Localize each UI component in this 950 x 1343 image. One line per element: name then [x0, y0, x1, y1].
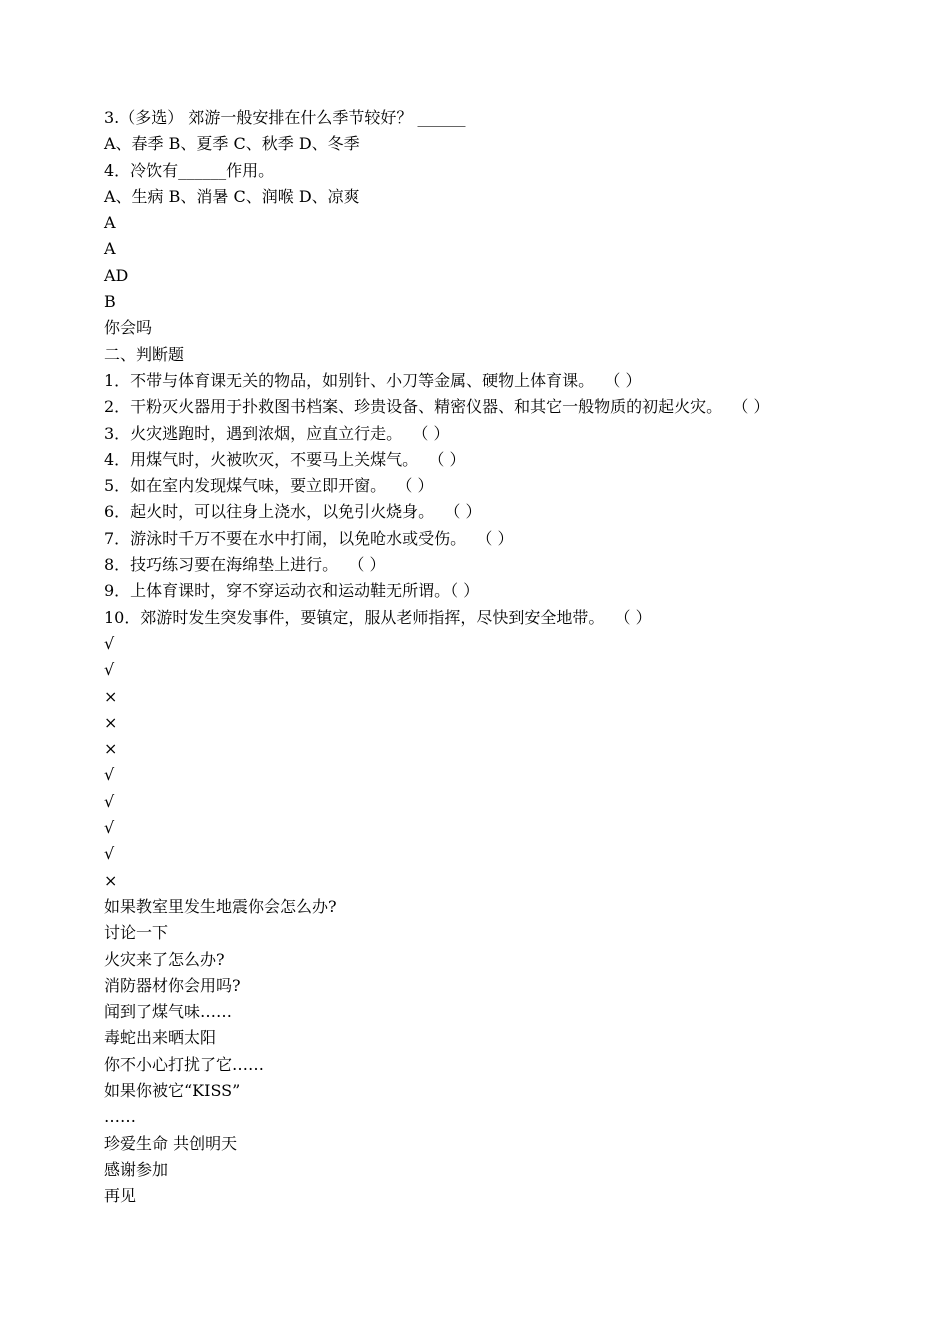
tf-answer-8: √ [104, 818, 115, 838]
tf-question-1: 1．不带与体育课无关的物品，如别针、小刀等金属、硬物上体育课。 （ ） [104, 370, 642, 390]
question-4: 4．冷饮有______作用。 [104, 160, 275, 180]
closing-line: 闻到了煤气味…… [104, 1002, 233, 1022]
tf-answer-5: × [104, 739, 118, 759]
closing-line: 消防器材你会用吗? [104, 975, 241, 995]
closing-line: 你不小心打扰了它…… [104, 1054, 265, 1074]
closing-line: …… [104, 1107, 136, 1127]
closing-line: 毒蛇出来晒太阳 [104, 1028, 217, 1048]
tf-question-6: 6．起火时，可以往身上浇水，以免引火烧身。 （ ） [104, 502, 482, 522]
closing-line: 感谢参加 [104, 1159, 169, 1179]
tf-question-3: 3．火灾逃跑时，遇到浓烟，应直立行走。 （ ） [104, 423, 450, 443]
answer-2: A [104, 239, 116, 259]
closing-line: 再见 [104, 1186, 137, 1206]
tf-answer-4: × [104, 712, 118, 732]
question-4-options: A、生病 B、消暑 C、润喉 D、凉爽 [104, 186, 360, 206]
closing-line: 如果教室里发生地震你会怎么办? [104, 896, 337, 916]
prompt-text: 你会吗 [104, 318, 153, 338]
tf-answer-10: × [104, 870, 118, 890]
tf-answer-3: × [104, 686, 118, 706]
tf-question-9: 9．上体育课时，穿不穿运动衣和运动鞋无所谓。（ ） [104, 581, 480, 601]
answer-4: B [104, 292, 116, 312]
tf-question-8: 8．技巧练习要在海绵垫上进行。 （ ） [104, 555, 386, 575]
closing-line: 讨论一下 [104, 923, 169, 943]
tf-answer-1: √ [104, 633, 115, 653]
tf-question-7: 7．游泳时千万不要在水中打闹，以免呛水或受伤。 （ ） [104, 528, 514, 548]
tf-answer-9: √ [104, 844, 115, 864]
tf-answer-7: √ [104, 791, 115, 811]
tf-answer-6: √ [104, 765, 115, 785]
tf-question-10: 10．郊游时发生突发事件，要镇定，服从老师指挥，尽快到安全地带。 （ ） [104, 607, 652, 627]
question-3: 3.（多选） 郊游一般安排在什么季节较好？ ______ [104, 108, 466, 127]
tf-answer-2: √ [104, 660, 115, 680]
question-3-options: A、春季 B、夏季 C、秋季 D、冬季 [104, 134, 360, 154]
closing-line: 如果你被它“KISS” [104, 1080, 241, 1100]
section-heading: 二、判断题 [104, 344, 185, 364]
tf-question-4: 4．用煤气时，火被吹灭，不要马上关煤气。 （ ） [104, 449, 466, 469]
document-page [104, 105, 904, 1209]
closing-line: 珍爱生命 共创明天 [104, 1133, 238, 1153]
tf-question-2: 2．干粉灭火器用于扑救图书档案、珍贵设备、精密仪器、和其它一般物质的初起火灾。 （ ） [104, 397, 770, 417]
tf-question-5: 5．如在室内发现煤气味，要立即开窗。 （ ） [104, 476, 434, 496]
answer-3: AD [104, 265, 129, 285]
answer-1: A [104, 213, 116, 233]
closing-line: 火灾来了怎么办? [104, 949, 225, 969]
